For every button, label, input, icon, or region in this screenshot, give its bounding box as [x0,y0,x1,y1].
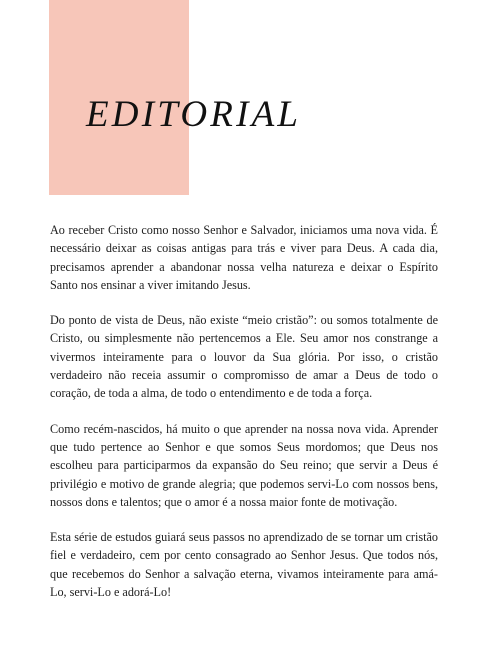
paragraph-2: Do ponto de vista de Deus, não existe “meio cristão”: ou somos totalmente de Cristo, ou simplesmente não pertencemos a Ele. Seu amor nos constrange a vivermos inteiramente para o louvor da Sua glória. Por isso, o cristão verdadeiro não receia assumir o compromisso de amar a Deus de todo o coração, de toda a alma, de todo o entendimento e de toda a força. [50,313,438,401]
paragraph-4: Esta série de estudos guiará seus passos no aprendizado de se tornar um cristão fiel e verdadeiro, cem por cento consagrado ao Senhor Jesus. Que todos nós, que recebemos do Senhor a salvação eterna, vivamos inteiramente para amá-Lo, servi-Lo e adorá-Lo! [50,530,438,600]
page-title: EDITORIAL [86,94,302,135]
paragraph-1: Ao receber Cristo como nosso Senhor e Salvador, iniciamos uma nova vida. É necessário deixar as coisas antigas para trás e viver para Deus. A cada dia, precisamos aprender a abandonar nossa velha natureza e deixar o Espírito Santo nos ensinar a viver imitando Jesus. [50,223,438,292]
paragraph-3: Como recém-nascidos, há muito o que aprender na nossa nova vida. Aprender que tudo pertence ao Senhor e que somos Seus mordomos; que Deus nos escolheu para participarmos da expansão do Seu reino; que servir a Deus é privilégio e motivo de grande alegria; que podemos servi-Lo com nossos bens, nossos dons e talentos; que o amor é a nossa maior fonte de motivação. [50,421,438,509]
editorial-body [50,221,438,601]
